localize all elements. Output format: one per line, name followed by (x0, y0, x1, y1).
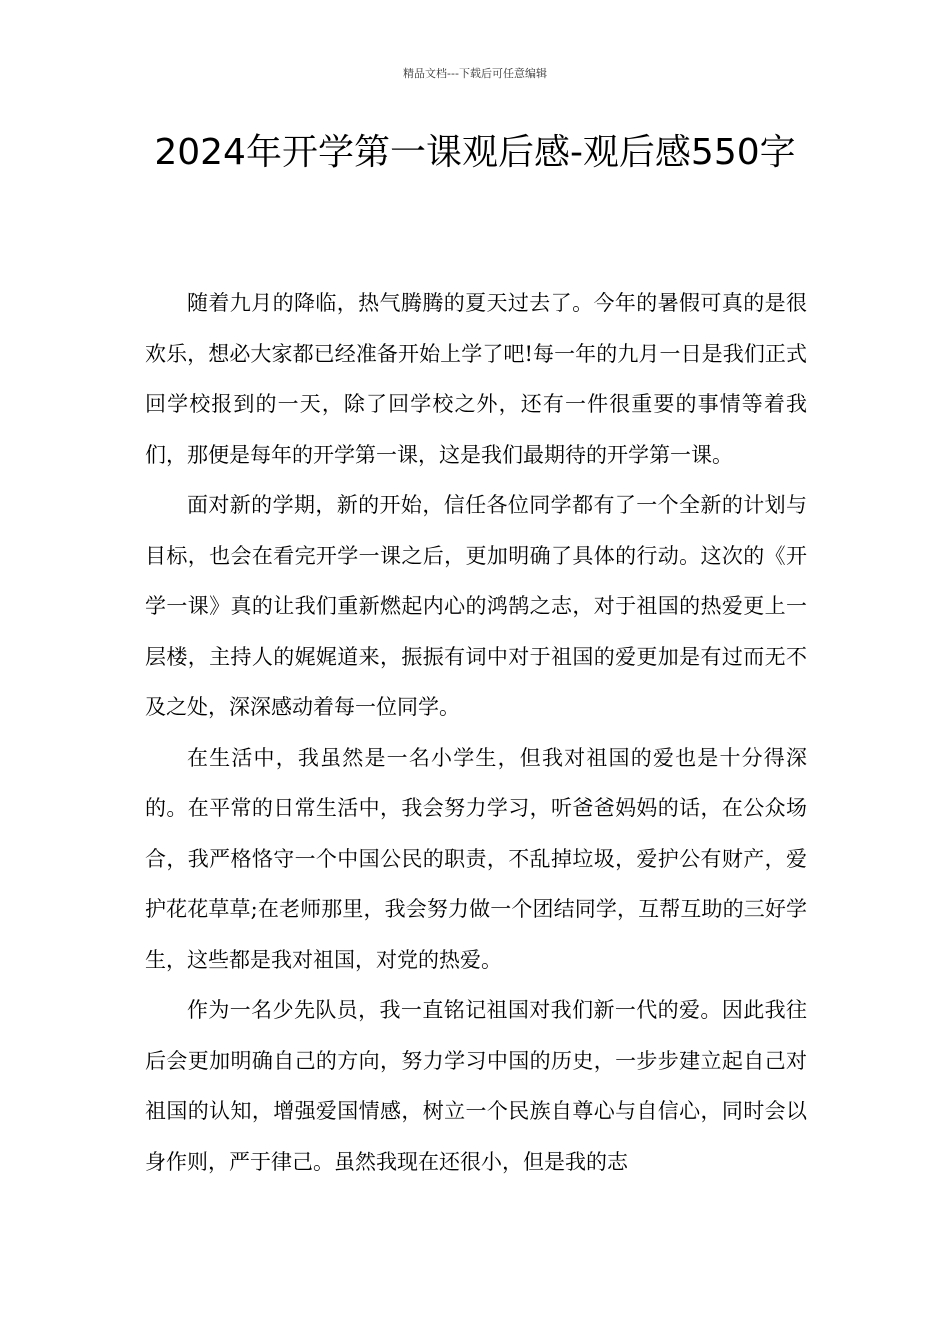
page-title: 2024年开学第一课观后感-观后感550字 (154, 132, 796, 173)
article-body (145, 278, 807, 1187)
header-note: 精品文档---下载后可任意编辑 (403, 67, 547, 80)
paragraph-4: 作为一名少先队员，我一直铭记祖国对我们新一代的爱。因此我往后会更加明确自己的方向，努力学习中国的历史，一步步建立起自己对祖国的认知，增强爱国情感，树立一个民族自尊心与自信心，同时会以身作则，严于律己。虽然我现在还很小，但是我的志 (145, 998, 807, 1174)
paragraph-3: 在生活中，我虽然是一名小学生，但我对祖国的爱也是十分得深的。在平常的日常生活中，我会努力学习，听爸爸妈妈的话，在公众场合，我严格恪守一个中国公民的职责，不乱掉垃圾，爱护公有财产，爱护花花草草;在老师那里，我会努力做一个团结同学，互帮互助的三好学生，这些都是我对祖国，对党的热爱。 (145, 745, 807, 972)
paragraph-2: 面对新的学期，新的开始，信任各位同学都有了一个全新的计划与目标，也会在看完开学一课之后，更加明确了具体的行动。这次的《开学一课》真的让我们重新燃起内心的鸿鹄之志，对于祖国的热爱更上一层楼，主持人的娓娓道来，振振有词中对于祖国的爱更加是有过而无不及之处，深深感动着每一位同学。 (145, 493, 807, 719)
paragraph-1: 随着九月的降临，热气腾腾的夏天过去了。今年的暑假可真的是很欢乐，想必大家都已经准备开始上学了吧!每一年的九月一日是我们正式回学校报到的一天，除了回学校之外，还有一件很重要的事情等着我们，那便是每年的开学第一课，这是我们最期待的开学第一课。 (145, 291, 807, 467)
